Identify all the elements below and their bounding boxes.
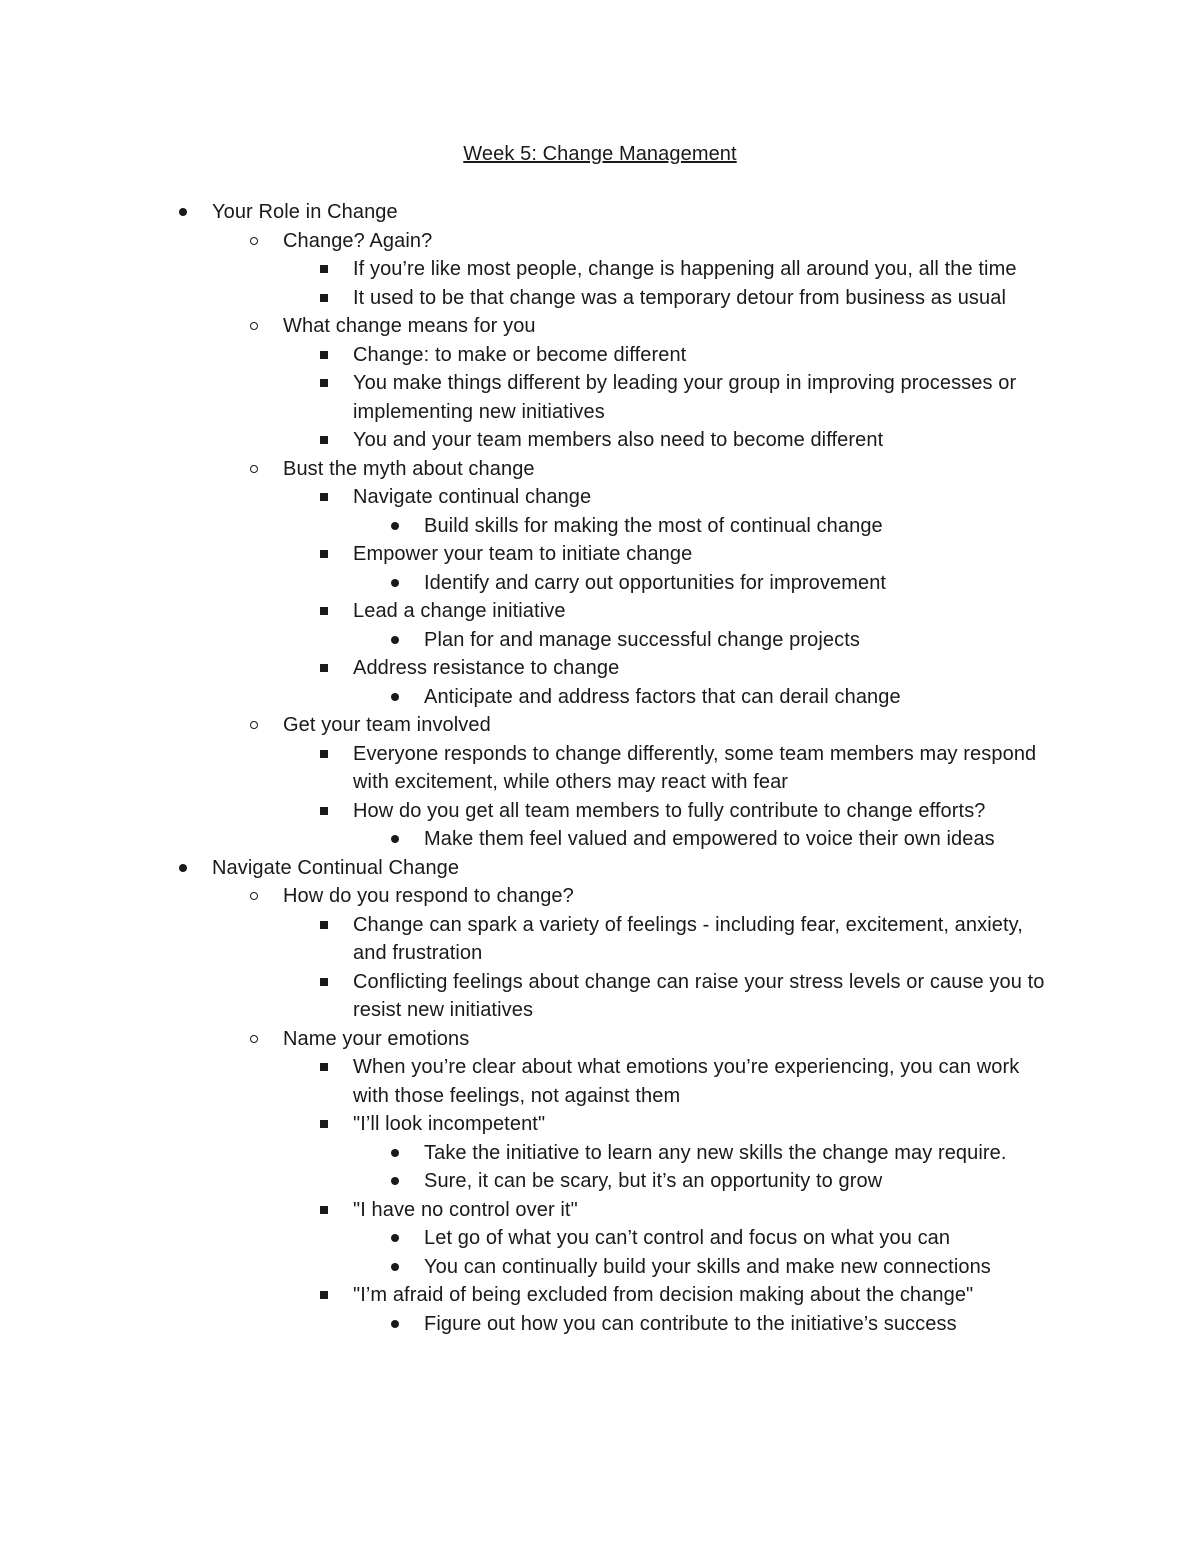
outline-item-text: Name your emotions — [283, 1027, 470, 1050]
open-circle-bullet-icon — [249, 1025, 269, 1054]
square-bullet-icon — [319, 1053, 339, 1082]
outline-item-text: Navigate continual change — [353, 486, 592, 508]
outline-item-level-2 — [283, 1025, 1063, 1054]
outline-item-level-3 — [353, 369, 1053, 426]
square-bullet-icon — [319, 597, 339, 626]
outline-item-text: "I’m afraid of being excluded from decision making about the change" — [353, 1284, 974, 1306]
outline-item-text: Everyone responds to change differently, some team members may respond with excitement, while others may react with fear — [353, 742, 1037, 793]
square-bullet-icon — [319, 968, 339, 997]
outline-item-text: Your Role in Change — [212, 201, 398, 223]
outline-item-level-3 — [353, 1110, 1053, 1139]
outline-item-level-1 — [212, 854, 1062, 883]
outline-item-level-3 — [353, 284, 1053, 313]
outline-item-level-4 — [424, 512, 1064, 541]
square-bullet-icon — [319, 255, 339, 284]
outline-item-level-4 — [424, 1139, 1064, 1168]
filled-circle-bullet-icon — [390, 1139, 410, 1168]
outline-item-text: Navigate Continual Change — [212, 856, 460, 879]
square-bullet-icon — [319, 911, 339, 940]
outline-item-level-4 — [424, 1167, 1064, 1196]
open-circle-bullet-icon — [249, 455, 269, 484]
outline-item-text: You can continually build your skills and make new connections — [424, 1255, 991, 1278]
filled-circle-bullet-icon — [178, 198, 198, 227]
outline-item-level-3 — [353, 597, 1053, 626]
outline-item-level-4 — [424, 1224, 1064, 1253]
square-bullet-icon — [319, 797, 339, 826]
outline-item-level-4 — [424, 683, 1064, 712]
filled-circle-bullet-icon — [390, 683, 410, 712]
outline-item-level-3 — [353, 1053, 1053, 1110]
square-bullet-icon — [319, 1110, 339, 1139]
square-bullet-icon — [319, 369, 339, 398]
filled-circle-bullet-icon — [390, 1224, 410, 1253]
outline-item-text: Bust the myth about change — [283, 457, 535, 480]
outline-item-level-3 — [353, 740, 1053, 797]
square-bullet-icon — [319, 284, 339, 313]
outline-item-level-4 — [424, 1253, 1064, 1282]
open-circle-bullet-icon — [249, 227, 269, 256]
outline-item-level-3 — [353, 797, 1053, 826]
outline-item-level-3 — [353, 483, 1053, 512]
filled-circle-bullet-icon — [390, 1167, 410, 1196]
filled-circle-bullet-icon — [390, 512, 410, 541]
square-bullet-icon — [319, 483, 339, 512]
filled-circle-bullet-icon — [390, 825, 410, 854]
filled-circle-bullet-icon — [390, 569, 410, 598]
outline-item-text: Change can spark a variety of feelings - including fear, excitement, anxiety, and frustration — [353, 913, 1023, 964]
outline-item-text: Take the initiative to learn any new skills the change may require. — [424, 1141, 1007, 1164]
open-circle-bullet-icon — [249, 882, 269, 911]
page-title: Week 5: Change Management — [463, 143, 737, 165]
outline-item-text: Lead a change initiative — [353, 600, 566, 622]
filled-circle-bullet-icon — [178, 854, 198, 883]
outline-item-text: You make things different by leading your group in improving processes or implementing new initiatives — [353, 372, 1017, 423]
square-bullet-icon — [319, 1281, 339, 1310]
open-circle-bullet-icon — [249, 711, 269, 740]
outline-item-level-4 — [424, 1310, 1064, 1339]
outline-item-level-2 — [283, 882, 1063, 911]
outline-item-level-2 — [283, 312, 1063, 341]
outline-item-text: Empower your team to initiate change — [353, 543, 693, 565]
outline-item-text: If you’re like most people, change is happening all around you, all the time — [353, 258, 1017, 280]
outline-item-text: Conflicting feelings about change can raise your stress levels or cause you to resist new initiatives — [353, 970, 1045, 1021]
outline-item-text: Let go of what you can’t control and focus on what you can — [424, 1227, 951, 1249]
outline-item-level-3 — [353, 654, 1053, 683]
outline-item-text: Make them feel valued and empowered to voice their own ideas — [424, 828, 995, 850]
square-bullet-icon — [319, 426, 339, 455]
bullet-outline — [0, 198, 1200, 1338]
square-bullet-icon — [319, 654, 339, 683]
outline-item-text: Plan for and manage successful change projects — [424, 628, 860, 651]
outline-item-level-1 — [212, 198, 1062, 227]
outline-item-level-3 — [353, 1281, 1053, 1310]
outline-item-level-2 — [283, 227, 1063, 256]
outline-item-text: When you’re clear about what emotions you’re experiencing, you can work with those feelings, not against them — [353, 1056, 1020, 1107]
outline-item-text: Build skills for making the most of continual change — [424, 514, 883, 537]
square-bullet-icon — [319, 740, 339, 769]
outline-item-level-4 — [424, 569, 1064, 598]
filled-circle-bullet-icon — [390, 626, 410, 655]
outline-item-text: Anticipate and address factors that can derail change — [424, 685, 901, 708]
outline-item-text: Identify and carry out opportunities for improvement — [424, 571, 887, 594]
outline-item-level-3 — [353, 341, 1053, 370]
outline-item-text: What change means for you — [283, 315, 536, 337]
outline-item-level-3 — [353, 1196, 1053, 1225]
outline-item-text: "I have no control over it" — [353, 1198, 578, 1221]
outline-item-text: Change? Again? — [283, 229, 433, 252]
filled-circle-bullet-icon — [390, 1253, 410, 1282]
outline-item-level-3 — [353, 426, 1053, 455]
outline-item-level-3 — [353, 255, 1053, 284]
square-bullet-icon — [319, 540, 339, 569]
outline-item-level-3 — [353, 540, 1053, 569]
outline-item-level-3 — [353, 968, 1053, 1025]
outline-item-level-2 — [283, 455, 1063, 484]
outline-item-level-4 — [424, 626, 1064, 655]
filled-circle-bullet-icon — [390, 1310, 410, 1339]
outline-item-text: Change: to make or become different — [353, 343, 687, 366]
outline-item-text: It used to be that change was a temporary detour from business as usual — [353, 286, 1007, 309]
outline-item-text: How do you get all team members to fully contribute to change efforts? — [353, 799, 986, 822]
outline-item-text: Sure, it can be scary, but it’s an opportunity to grow — [424, 1170, 883, 1192]
outline-item-text: How do you respond to change? — [283, 885, 574, 907]
outline-item-level-3 — [353, 911, 1053, 968]
outline-item-level-4 — [424, 825, 1064, 854]
open-circle-bullet-icon — [249, 312, 269, 341]
outline-item-text: Figure out how you can contribute to the initiative’s success — [424, 1312, 957, 1335]
outline-item-text: Get your team involved — [283, 714, 491, 736]
outline-item-text: Address resistance to change — [353, 657, 620, 679]
outline-item-text: You and your team members also need to become different — [353, 429, 884, 451]
square-bullet-icon — [319, 1196, 339, 1225]
outline-item-text: "I’ll look incompetent" — [353, 1113, 546, 1135]
outline-item-level-2 — [283, 711, 1063, 740]
square-bullet-icon — [319, 341, 339, 370]
